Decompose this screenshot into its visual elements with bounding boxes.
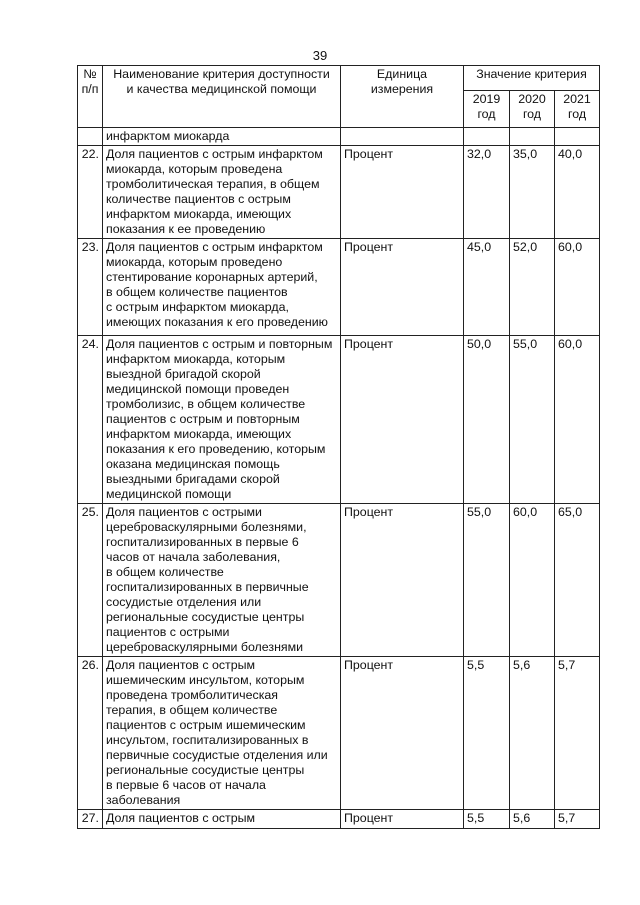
- cell-num: 24.: [78, 336, 103, 504]
- cell-name: Доля пациентов с острым: [103, 810, 341, 829]
- cell-2019: 55,0: [464, 504, 510, 657]
- header-year-2019: [464, 91, 510, 128]
- year-suffix: год: [567, 107, 587, 121]
- cell-2019: 5,5: [464, 657, 510, 810]
- cell-unit: Процент: [341, 336, 464, 504]
- table-row: [78, 146, 600, 239]
- year-label: 2020: [518, 92, 546, 106]
- cell-2020: 52,0: [510, 239, 555, 336]
- header-year-2020: [510, 91, 555, 128]
- cell-num: 26.: [78, 657, 103, 810]
- cell-num: 27.: [78, 810, 103, 829]
- cell-unit: [341, 128, 464, 146]
- cell-num: 25.: [78, 504, 103, 657]
- cell-2019: 50,0: [464, 336, 510, 504]
- cell-2019: 45,0: [464, 239, 510, 336]
- table-row: [78, 336, 600, 504]
- page-number: 39: [312, 48, 328, 63]
- year-suffix: год: [522, 107, 542, 121]
- cell-2020: 60,0: [510, 504, 555, 657]
- cell-2021: 5,7: [555, 810, 600, 829]
- year-label: 2019: [472, 92, 501, 106]
- cell-num: 22.: [78, 146, 103, 239]
- cell-2020: 5,6: [510, 810, 555, 829]
- cell-2021: 60,0: [555, 336, 600, 504]
- cell-2021: 40,0: [555, 146, 600, 239]
- cell-2020: 55,0: [510, 336, 555, 504]
- cell-name: Доля пациентов с острым ишемическим инсультом, которым проведена тромболитическая терапия, в общем количестве пациентов с острым ишемическим инсультом, госпитализированных в первичные сосудистые отделения или региональные сосудистые центры в первые 6 часов от начала заболевания: [103, 657, 341, 810]
- header-num: № п/п: [78, 66, 103, 128]
- cell-unit: Процент: [341, 239, 464, 336]
- cell-name: Доля пациентов с острым и повторным инфарктом миокарда, которым выездной бригадой скорой медицинской помощи проведен тромболизис, в общем количестве пациентов с острым и повторным инфарктом миокарда, имеющих показания к его проведению, которым оказана медицинская помощь выездными бригадами скорой медицинской помощи: [103, 336, 341, 504]
- cell-2020: 35,0: [510, 146, 555, 239]
- criteria-table: [77, 65, 600, 829]
- cell-unit: Процент: [341, 504, 464, 657]
- table-row: [78, 657, 600, 810]
- header-year-2021: [555, 91, 600, 128]
- cell-2019: [464, 128, 510, 146]
- cell-num: [78, 128, 103, 146]
- table-row: [78, 504, 600, 657]
- header-value: Значение критерия: [464, 66, 600, 91]
- header-name: Наименование критерия доступности и качества медицинской помощи: [103, 66, 341, 128]
- cell-2020: 5,6: [510, 657, 555, 810]
- cell-2020: [510, 128, 555, 146]
- header-unit: Единица измерения: [341, 66, 464, 128]
- cell-name: Доля пациентов с острым инфарктом миокарда, которым проведено стентирование коронарных артерий, в общем количестве пациентов с острым инфарктом миокарда, имеющих показания к его проведению: [103, 239, 341, 336]
- cell-name: инфарктом миокарда: [103, 128, 341, 146]
- cell-2019: 32,0: [464, 146, 510, 239]
- cell-num: 23.: [78, 239, 103, 336]
- cell-2021: 65,0: [555, 504, 600, 657]
- cell-unit: Процент: [341, 146, 464, 239]
- table-row: [78, 239, 600, 336]
- table-row: [78, 810, 600, 829]
- cell-unit: Процент: [341, 810, 464, 829]
- cell-2019: 5,5: [464, 810, 510, 829]
- year-label: 2021: [563, 92, 591, 106]
- table-row-continuation: [78, 128, 600, 146]
- cell-2021: 60,0: [555, 239, 600, 336]
- cell-name: Доля пациентов с острым инфарктом миокарда, которым проведена тромболитическая терапия, в общем количестве пациентов с острым инфарктом миокарда, имеющих показания к ее проведению: [103, 146, 341, 239]
- cell-2021: [555, 128, 600, 146]
- cell-name: Доля пациентов с острыми цереброваскулярными болезнями, госпитализированных в первые 6 часов от начала заболевания, в общем количестве госпитализированных в первичные сосудистые отделения или региональные сосудистые центры пациентов с острыми цереброваскулярными болезнями: [103, 504, 341, 657]
- cell-unit: Процент: [341, 657, 464, 810]
- cell-2021: 5,7: [555, 657, 600, 810]
- year-suffix: год: [477, 107, 496, 121]
